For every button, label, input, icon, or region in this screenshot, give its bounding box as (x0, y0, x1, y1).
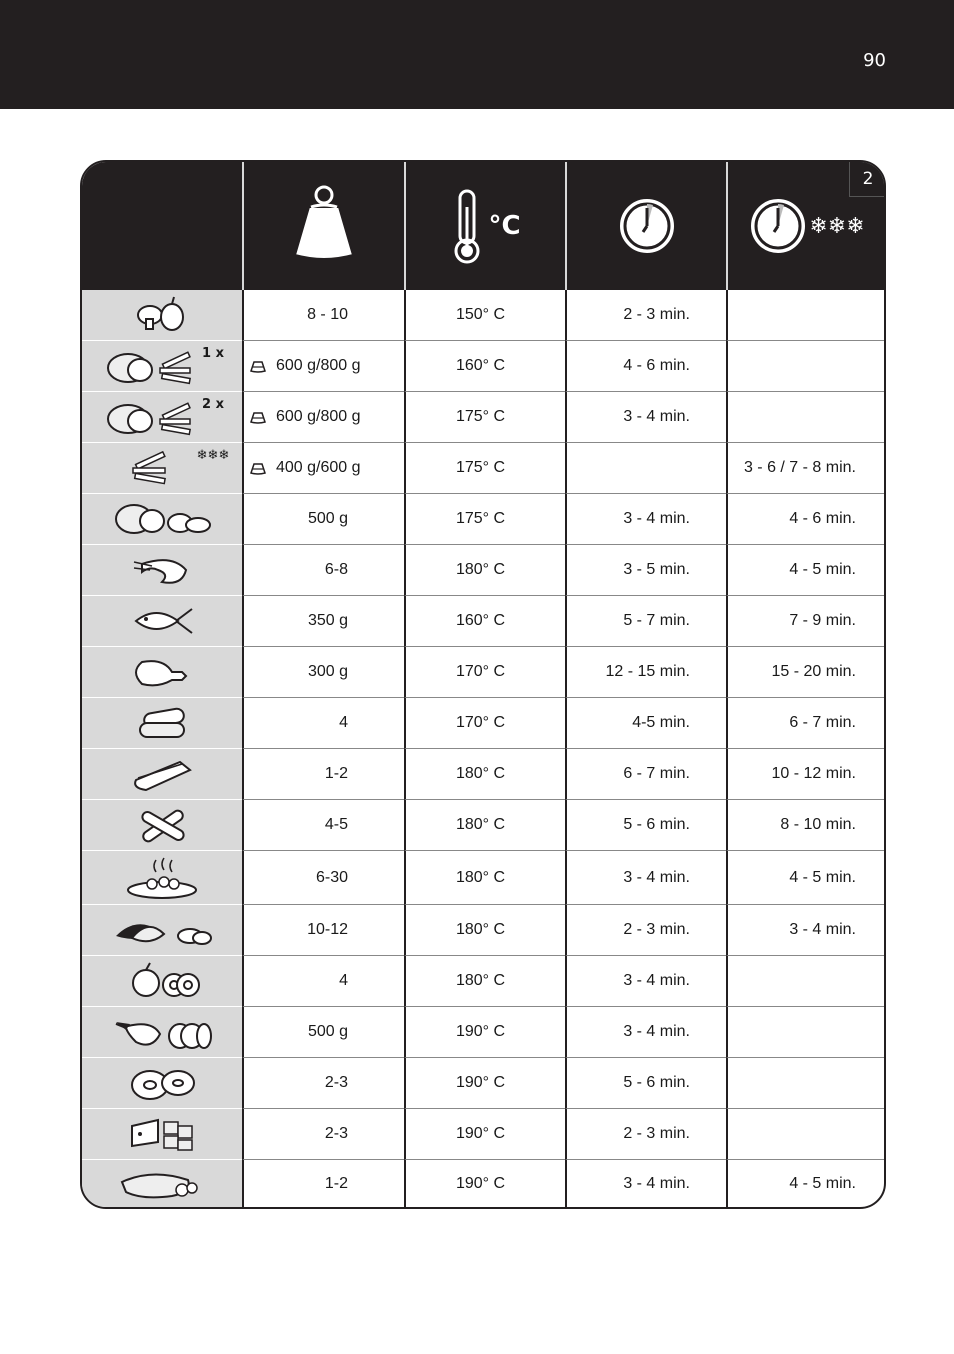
croquette-icon (112, 701, 212, 745)
food-cell (82, 596, 242, 647)
temperature-cell (404, 1058, 565, 1109)
temperature-value: 190° C (455, 1174, 506, 1192)
header-temp-cell (406, 162, 565, 290)
time-value: 3 - 4 min. (623, 408, 690, 425)
schnitzel-icon (112, 1162, 212, 1206)
table-row (82, 1109, 886, 1160)
weight-icon (250, 461, 266, 475)
temperature-value: 190° C (455, 1125, 506, 1142)
temperature-value: 190° C (455, 1023, 506, 1040)
frozen-time-value: 7 - 9 min. (789, 612, 856, 629)
frozen-time-cell (726, 698, 886, 749)
frozen-time-value: 3 - 6 / 7 - 8 min. (743, 459, 856, 476)
time-cell (565, 749, 726, 800)
temperature-cell (404, 851, 565, 905)
time-cell (565, 341, 726, 392)
food-cell (82, 647, 242, 698)
frozen-time-value: 10 - 12 min. (771, 765, 856, 782)
time-value: 4 - 6 min. (623, 357, 690, 374)
food-cell (82, 1109, 242, 1160)
amount-value: 350 g (307, 612, 348, 629)
amount-cell (242, 749, 404, 800)
time-cell (565, 596, 726, 647)
amount-value: 4-5 (324, 816, 348, 833)
time-cell (565, 1007, 726, 1058)
food-tag: ❄❄❄ (196, 448, 230, 463)
table-row (82, 443, 886, 494)
time-value: 3 - 5 min. (623, 561, 690, 578)
temperature-cell (404, 698, 565, 749)
table-row (82, 956, 886, 1007)
clock-icon (618, 197, 676, 255)
time-cell (565, 956, 726, 1007)
time-value: 2 - 3 min. (623, 921, 690, 938)
temperature-cell (404, 290, 565, 341)
temperature-value: 180° C (455, 921, 506, 938)
frozen-time-cell (726, 749, 886, 800)
amount-value: 1-2 (324, 1174, 348, 1192)
table-row (82, 1007, 886, 1058)
frozen-time-cell (726, 443, 886, 494)
eggplant-slices-icon (112, 1010, 212, 1054)
amount-cell (242, 341, 404, 392)
header-weight-cell (244, 162, 404, 290)
frozen-time-cell (726, 290, 886, 341)
temperature-cell (404, 800, 565, 851)
frozen-time-cell (726, 1109, 886, 1160)
table-row (82, 392, 886, 443)
frozen-time-cell (726, 1007, 886, 1058)
table-row (82, 905, 886, 956)
amount-value: 2-3 (324, 1074, 348, 1091)
potato-fries-icon (100, 395, 200, 439)
food-cell (82, 800, 242, 851)
table-row (82, 290, 886, 341)
temperature-value: 190° C (455, 1074, 506, 1091)
amount-value: 500 g (307, 1023, 348, 1040)
top-bar (0, 0, 954, 109)
time-value: 2 - 3 min. (623, 306, 690, 323)
time-cell (565, 290, 726, 341)
temperature-value: 180° C (455, 868, 506, 886)
table-row (82, 698, 886, 749)
amount-value: 6-8 (324, 561, 348, 578)
food-cell (82, 851, 242, 905)
amount-cell (242, 1109, 404, 1160)
food-cell (82, 956, 242, 1007)
section-badge: 2 (849, 162, 886, 197)
time-cell (565, 1058, 726, 1109)
amount-cell (242, 698, 404, 749)
table-row (82, 545, 886, 596)
temperature-cell (404, 392, 565, 443)
amount-cell (242, 905, 404, 956)
frozen-time-cell (726, 545, 886, 596)
frozen-time-cell (726, 1058, 886, 1109)
temperature-value: 160° C (455, 612, 506, 629)
food-tag: 2 x (202, 397, 224, 412)
time-value: 3 - 4 min. (623, 972, 690, 989)
frozen-time-value: 4 - 5 min. (789, 561, 856, 578)
amount-cell (242, 392, 404, 443)
amount-cell (242, 800, 404, 851)
temperature-cell (404, 494, 565, 545)
frozen-fries-icon (95, 446, 195, 490)
temperature-cell (404, 1109, 565, 1160)
temperature-cell (404, 443, 565, 494)
amount-cell (242, 290, 404, 341)
frozen-time-cell (726, 956, 886, 1007)
shrimp-icon (112, 548, 212, 592)
hot-snacks-plate-icon (112, 856, 212, 900)
thermometer-icon (450, 187, 484, 265)
clock-frozen-icon (749, 197, 807, 255)
snowflakes-icon: ❄❄❄ (809, 213, 865, 239)
header-time-cell (567, 162, 726, 290)
food-cell (82, 341, 242, 392)
potato-fries-icon (100, 344, 200, 388)
donuts-icon (112, 1061, 212, 1105)
table-header (82, 162, 886, 290)
amount-value: 1-2 (324, 765, 348, 782)
temperature-value: 180° C (455, 816, 506, 833)
frozen-time-cell (726, 647, 886, 698)
frozen-time-value: 8 - 10 min. (780, 816, 856, 833)
temperature-value: 150° C (455, 306, 506, 323)
amount-cell (242, 956, 404, 1007)
food-cell (82, 290, 242, 341)
food-cell (82, 392, 242, 443)
weight-icon (250, 359, 266, 373)
celsius-label: °C (488, 211, 521, 241)
amount-cell (242, 851, 404, 905)
food-cell (82, 1007, 242, 1058)
amount-cell (242, 1007, 404, 1058)
mussels-icon (112, 908, 212, 952)
time-cell (565, 1109, 726, 1160)
time-cell (565, 698, 726, 749)
temperature-cell (404, 956, 565, 1007)
frozen-time-value: 15 - 20 min. (771, 663, 856, 680)
temperature-cell (404, 647, 565, 698)
amount-value: 400 g/600 g (276, 459, 361, 476)
frozen-time-cell (726, 1160, 886, 1207)
mushroom-onion-icon (112, 293, 212, 337)
amount-value: 8 - 10 (307, 306, 348, 323)
food-cell (82, 1058, 242, 1109)
temperature-cell (404, 905, 565, 956)
time-value: 5 - 7 min. (623, 612, 690, 629)
amount-value: 2-3 (324, 1125, 348, 1142)
frozen-time-value: 4 - 6 min. (789, 510, 856, 527)
amount-cell (242, 443, 404, 494)
temperature-cell (404, 341, 565, 392)
food-cell (82, 1160, 242, 1207)
potato-slices-icon (112, 497, 212, 541)
mini-rolls-icon (112, 803, 212, 847)
time-value: 2 - 3 min. (623, 1125, 690, 1142)
time-cell (565, 800, 726, 851)
food-cell (82, 494, 242, 545)
temperature-value: 175° C (455, 459, 506, 476)
time-value: 4-5 min. (632, 714, 690, 731)
time-value: 3 - 4 min. (623, 868, 690, 886)
temperature-value: 170° C (455, 663, 506, 680)
time-value: 3 - 4 min. (623, 510, 690, 527)
amount-value: 600 g/800 g (276, 408, 361, 425)
amount-cell (242, 494, 404, 545)
temperature-cell (404, 596, 565, 647)
frozen-time-cell (726, 800, 886, 851)
table-row (82, 341, 886, 392)
table-row (82, 494, 886, 545)
time-value: 5 - 6 min. (623, 816, 690, 833)
amount-value: 4 (339, 714, 348, 731)
food-cell (82, 443, 242, 494)
time-value: 12 - 15 min. (605, 663, 690, 680)
cooking-table (80, 160, 886, 1209)
temperature-value: 180° C (455, 765, 506, 782)
page-number: 90 (863, 50, 886, 71)
amount-cell (242, 545, 404, 596)
temperature-cell (404, 1007, 565, 1058)
apple-rings-icon (112, 959, 212, 1003)
time-cell (565, 1160, 726, 1207)
temperature-cell (404, 545, 565, 596)
table-row (82, 749, 886, 800)
food-cell (82, 698, 242, 749)
amount-value: 300 g (307, 663, 348, 680)
weight-icon (289, 185, 359, 267)
temperature-cell (404, 1160, 565, 1207)
table-row (82, 1160, 886, 1207)
frozen-time-cell (726, 905, 886, 956)
time-value: 5 - 6 min. (623, 1074, 690, 1091)
table-row (82, 596, 886, 647)
frozen-time-cell (726, 341, 886, 392)
cheese-cubes-icon (112, 1112, 212, 1156)
chicken-leg-icon (112, 650, 212, 694)
time-value: 3 - 4 min. (623, 1023, 690, 1040)
time-value: 6 - 7 min. (623, 765, 690, 782)
frozen-time-value: 4 - 5 min. (789, 1174, 856, 1192)
amount-value: 500 g (307, 510, 348, 527)
temperature-value: 170° C (455, 714, 506, 731)
frozen-time-value: 4 - 5 min. (789, 868, 856, 886)
spring-roll-icon (112, 752, 212, 796)
amount-value: 4 (339, 972, 348, 989)
frozen-time-cell (726, 596, 886, 647)
table-row (82, 647, 886, 698)
food-cell (82, 545, 242, 596)
time-cell (565, 494, 726, 545)
amount-value: 10-12 (307, 921, 348, 938)
amount-value: 600 g/800 g (276, 357, 361, 374)
time-cell (565, 443, 726, 494)
temperature-value: 180° C (455, 561, 506, 578)
table-row (82, 851, 886, 905)
frozen-time-value: 6 - 7 min. (789, 714, 856, 731)
amount-cell (242, 1058, 404, 1109)
time-value: 3 - 4 min. (623, 1174, 690, 1192)
fish-icon (112, 599, 212, 643)
temperature-cell (404, 749, 565, 800)
amount-value: 6-30 (315, 868, 348, 886)
temperature-value: 180° C (455, 972, 506, 989)
temperature-value: 175° C (455, 510, 506, 527)
food-cell (82, 905, 242, 956)
time-cell (565, 392, 726, 443)
time-cell (565, 647, 726, 698)
weight-icon (250, 410, 266, 424)
temperature-value: 175° C (455, 408, 506, 425)
time-cell (565, 905, 726, 956)
amount-cell (242, 647, 404, 698)
frozen-time-cell (726, 851, 886, 905)
header-food-cell (82, 162, 242, 290)
amount-cell (242, 1160, 404, 1207)
frozen-time-cell (726, 494, 886, 545)
frozen-time-value: 3 - 4 min. (789, 921, 856, 938)
time-cell (565, 545, 726, 596)
table-row (82, 800, 886, 851)
table-row (82, 1058, 886, 1109)
frozen-time-cell (726, 392, 886, 443)
food-tag: 1 x (202, 346, 224, 361)
amount-cell (242, 596, 404, 647)
temperature-value: 160° C (455, 357, 506, 374)
food-cell (82, 749, 242, 800)
time-cell (565, 851, 726, 905)
